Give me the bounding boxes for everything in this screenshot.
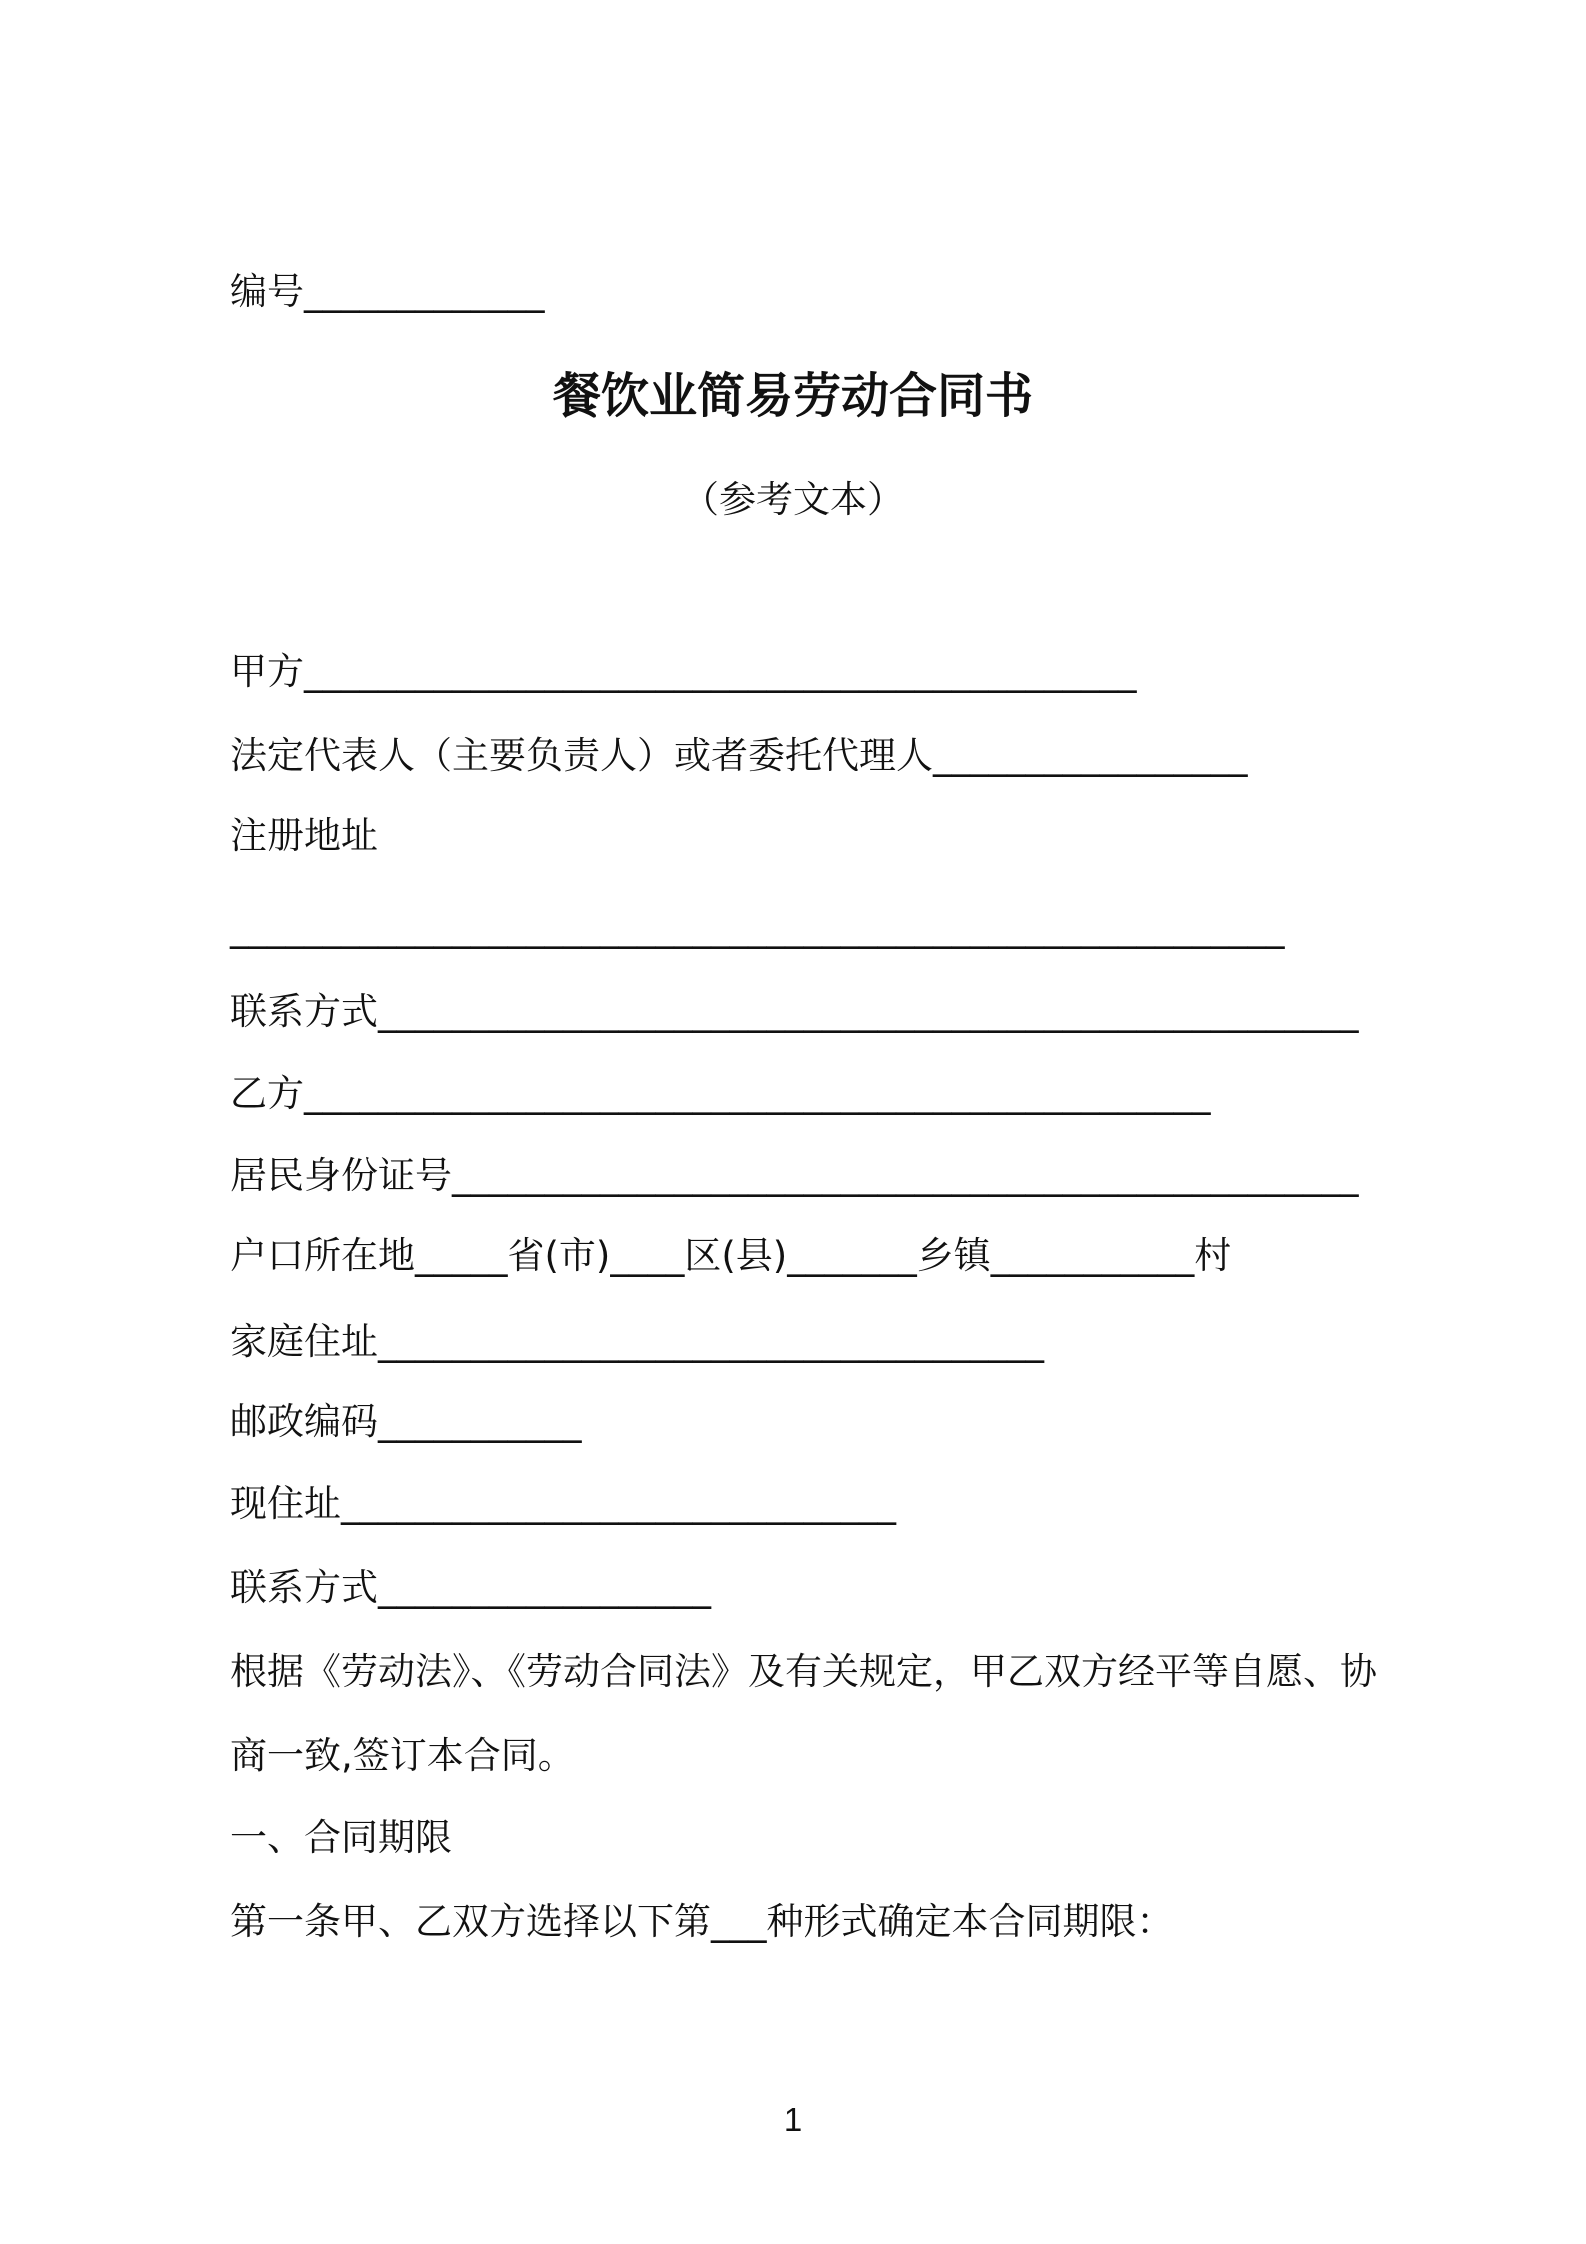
id-number-field: 居民身份证号_________________________________________________ xyxy=(230,1154,1359,1197)
registered-address-blank: _________________________________________________________ xyxy=(230,906,1285,949)
document-subtitle: （参考文本） xyxy=(682,478,904,521)
hukou-location-field: 户口所在地_____省(市)____区(县)_______乡镇___________村 xyxy=(230,1234,1232,1277)
party-b-field: 乙方_________________________________________________ xyxy=(230,1072,1211,1115)
section-heading-contract-term: 一、合同期限 xyxy=(230,1816,452,1859)
party-b-contact-field: 联系方式__________________ xyxy=(230,1566,711,1609)
document-title: 餐饮业简易劳动合同书 xyxy=(552,368,1033,424)
legal-representative-field: 法定代表人（主要负责人）或者委托代理人_________________ xyxy=(230,734,1248,777)
intro-paragraph-line-2: 商一致,签订本合同。 xyxy=(230,1734,575,1777)
current-address-field: 现住址______________________________ xyxy=(230,1482,896,1525)
registered-address-label: 注册地址 xyxy=(230,814,378,857)
party-a-field: 甲方_____________________________________________ xyxy=(230,650,1137,693)
page-number: 1 xyxy=(783,2101,803,2138)
postal-code-field: 邮政编码___________ xyxy=(230,1400,582,1443)
party-a-contact-field: 联系方式_____________________________________________________ xyxy=(230,990,1359,1033)
article-one-text: 第一条甲、乙双方选择以下第___种形式确定本合同期限： xyxy=(230,1900,1174,1943)
home-address-field: 家庭住址____________________________________ xyxy=(230,1320,1044,1363)
serial-number-field: 编号_____________ xyxy=(230,270,545,313)
intro-paragraph-line-1: 根据《劳动法》、《劳动合同法》及有关规定，甲乙双方经平等自愿、协 xyxy=(230,1650,1377,1693)
